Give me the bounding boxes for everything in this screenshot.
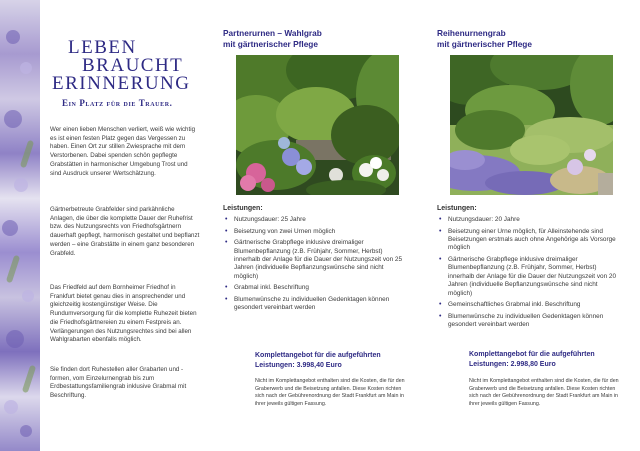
panel-heading — [223, 28, 322, 50]
subtitle: Ein Platz für die Trauer. — [62, 98, 173, 108]
list-item: • Gärtnerische Grabpflege inklusive dreimaliger Blumenbepflanzung (z.B. Frühjahr, Sommer, Herbst) innerhalb der Anlage für die Dauer der Nutzungszeit von 20 Jahren (individuelle Bepflanzungswünsche sind nicht möglich) — [437, 256, 617, 298]
cost-note: Nicht im Komplettangebot enthalten sind die Kosten, die für den Graberwerb und die Beisetzung anfallen. Diese Kosten richten sich nach der Gebührenordnung der Stadt Frankfurt am Main in ihrer jeweils gültigen Fassung. — [469, 378, 619, 407]
list-item: • Gärtnerische Grabpflege inklusive dreimaliger Blumenbepflanzung (z.B. Frühjahr, Sommer, Herbst) innerhalb der Anlage für die Dauer der Nutzungszeit von 25 Jahren (individuelle Bepflanzungswünsche sind nicht möglich) — [223, 239, 403, 281]
list-item: • Blumenwünsche zu individuellen Gedenktagen können gesondert vereinbart werden — [223, 296, 403, 313]
intro-paragraph-4: Sie finden dort Ruhestellen aller Grabarten und -formen, vom Einzelurnengrab bis zum Erdbestattungsfamiliengrab inklusive Grabmal mit Beschriftung. — [50, 366, 187, 400]
list-item: • Blumenwünsche zu individuellen Gedenktagen können gesondert vereinbart werden — [437, 313, 617, 330]
urn-field-photo — [450, 55, 613, 195]
garden-grave-photo — [236, 55, 399, 195]
services-label: Leistungen: — [223, 205, 263, 212]
offer-line: Komplettangebot für die aufgeführten — [469, 351, 595, 358]
reihenurnengrab-panel — [427, 0, 640, 451]
list-item: • Gemeinschaftliches Grabmal inkl. Beschriftung — [437, 301, 617, 309]
heading-line: mit gärtnerischer Pflege — [437, 39, 532, 49]
intro-paragraph-1: Wer einen lieben Menschen verliert, weiß wie wichtig es ist einen festen Platz gegen das Vergessen zu haben. Einen Ort zur stillen Zwiesprache mit dem Verstorbenen. Dabei spenden schön gepflegte Grabstätten in harmonischer Umgebung Trost und sind Ausdruck unserer Wertschätzung. — [50, 126, 196, 177]
complete-offer — [255, 351, 405, 370]
intro-paragraph-2: Gärtnerbetreute Grabfelder sind parkähnliche Anlagen, die über die komplette Dauer der Ruhefrist bzw. des Nutzungsrechts von Friedhofsgärtnern dauerhaft gepflegt, harmonisch gestaltet und bepflanzt werden – eine Grabstätte in einem ganz besonderen Grabfeld. — [50, 206, 200, 257]
partnerurnen-panel — [213, 0, 426, 451]
services-list — [223, 216, 403, 316]
lavender-flower-strip-image — [0, 0, 40, 451]
offer-price: Leistungen: 3.998,40 Euro — [255, 361, 342, 369]
offer-line: Komplettangebot für die aufgeführten — [255, 352, 381, 359]
services-list — [437, 216, 617, 333]
heading-line: mit gärtnerischer Pflege — [223, 39, 318, 49]
services-label: Leistungen: — [437, 205, 477, 212]
list-item: • Grabmal inkl. Beschriftung — [223, 284, 403, 292]
complete-offer — [469, 350, 619, 369]
cost-note: Nicht im Komplettangebot enthalten sind die Kosten, die für den Graberwerb und die Beisetzung anfallen. Diese Kosten richten sich nach der Gebührenordnung der Stadt Frankfurt am Main in ihrer jeweils gültigen Fassung. — [255, 378, 405, 407]
title-line-braucht: BRAUCHT — [82, 55, 184, 76]
heading-line: Partnerurnen – Wahlgrab — [223, 28, 322, 38]
list-item: • Nutzungsdauer: 20 Jahre — [437, 216, 617, 224]
intro-paragraph-3: Das Friedfeld auf dem Bornheimer Friedhof in Frankfurt bietet genau dies in ansprechender und gleichzeitig kostengünstiger Weise. Die Rundumversorgung für die komplette Ruhezeit bieten die Friedhofsgärtnereien zu einem Festpreis an. Verlängerungen des Nutzungsrechtes sind bei allen Wahlgrabarten ebenfalls möglich. — [50, 284, 197, 344]
heading-line: Reihenurnengrab — [437, 28, 506, 38]
list-item: • Beisetzung einer Urne möglich, für Alleinstehende sind Beisetzungen erstmals auch ohne Angehörige als Vorsorge möglich — [437, 228, 617, 253]
intro-panel — [0, 0, 212, 451]
title-line-leben: LEBEN — [68, 37, 137, 58]
panel-heading — [437, 28, 532, 50]
offer-price: Leistungen: 2.998,80 Euro — [469, 360, 556, 368]
title-line-erinnerung: ERINNERUNG — [52, 73, 191, 94]
list-item: • Beisetzung von zwei Urnen möglich — [223, 228, 403, 236]
list-item: • Nutzungsdauer: 25 Jahre — [223, 216, 403, 224]
